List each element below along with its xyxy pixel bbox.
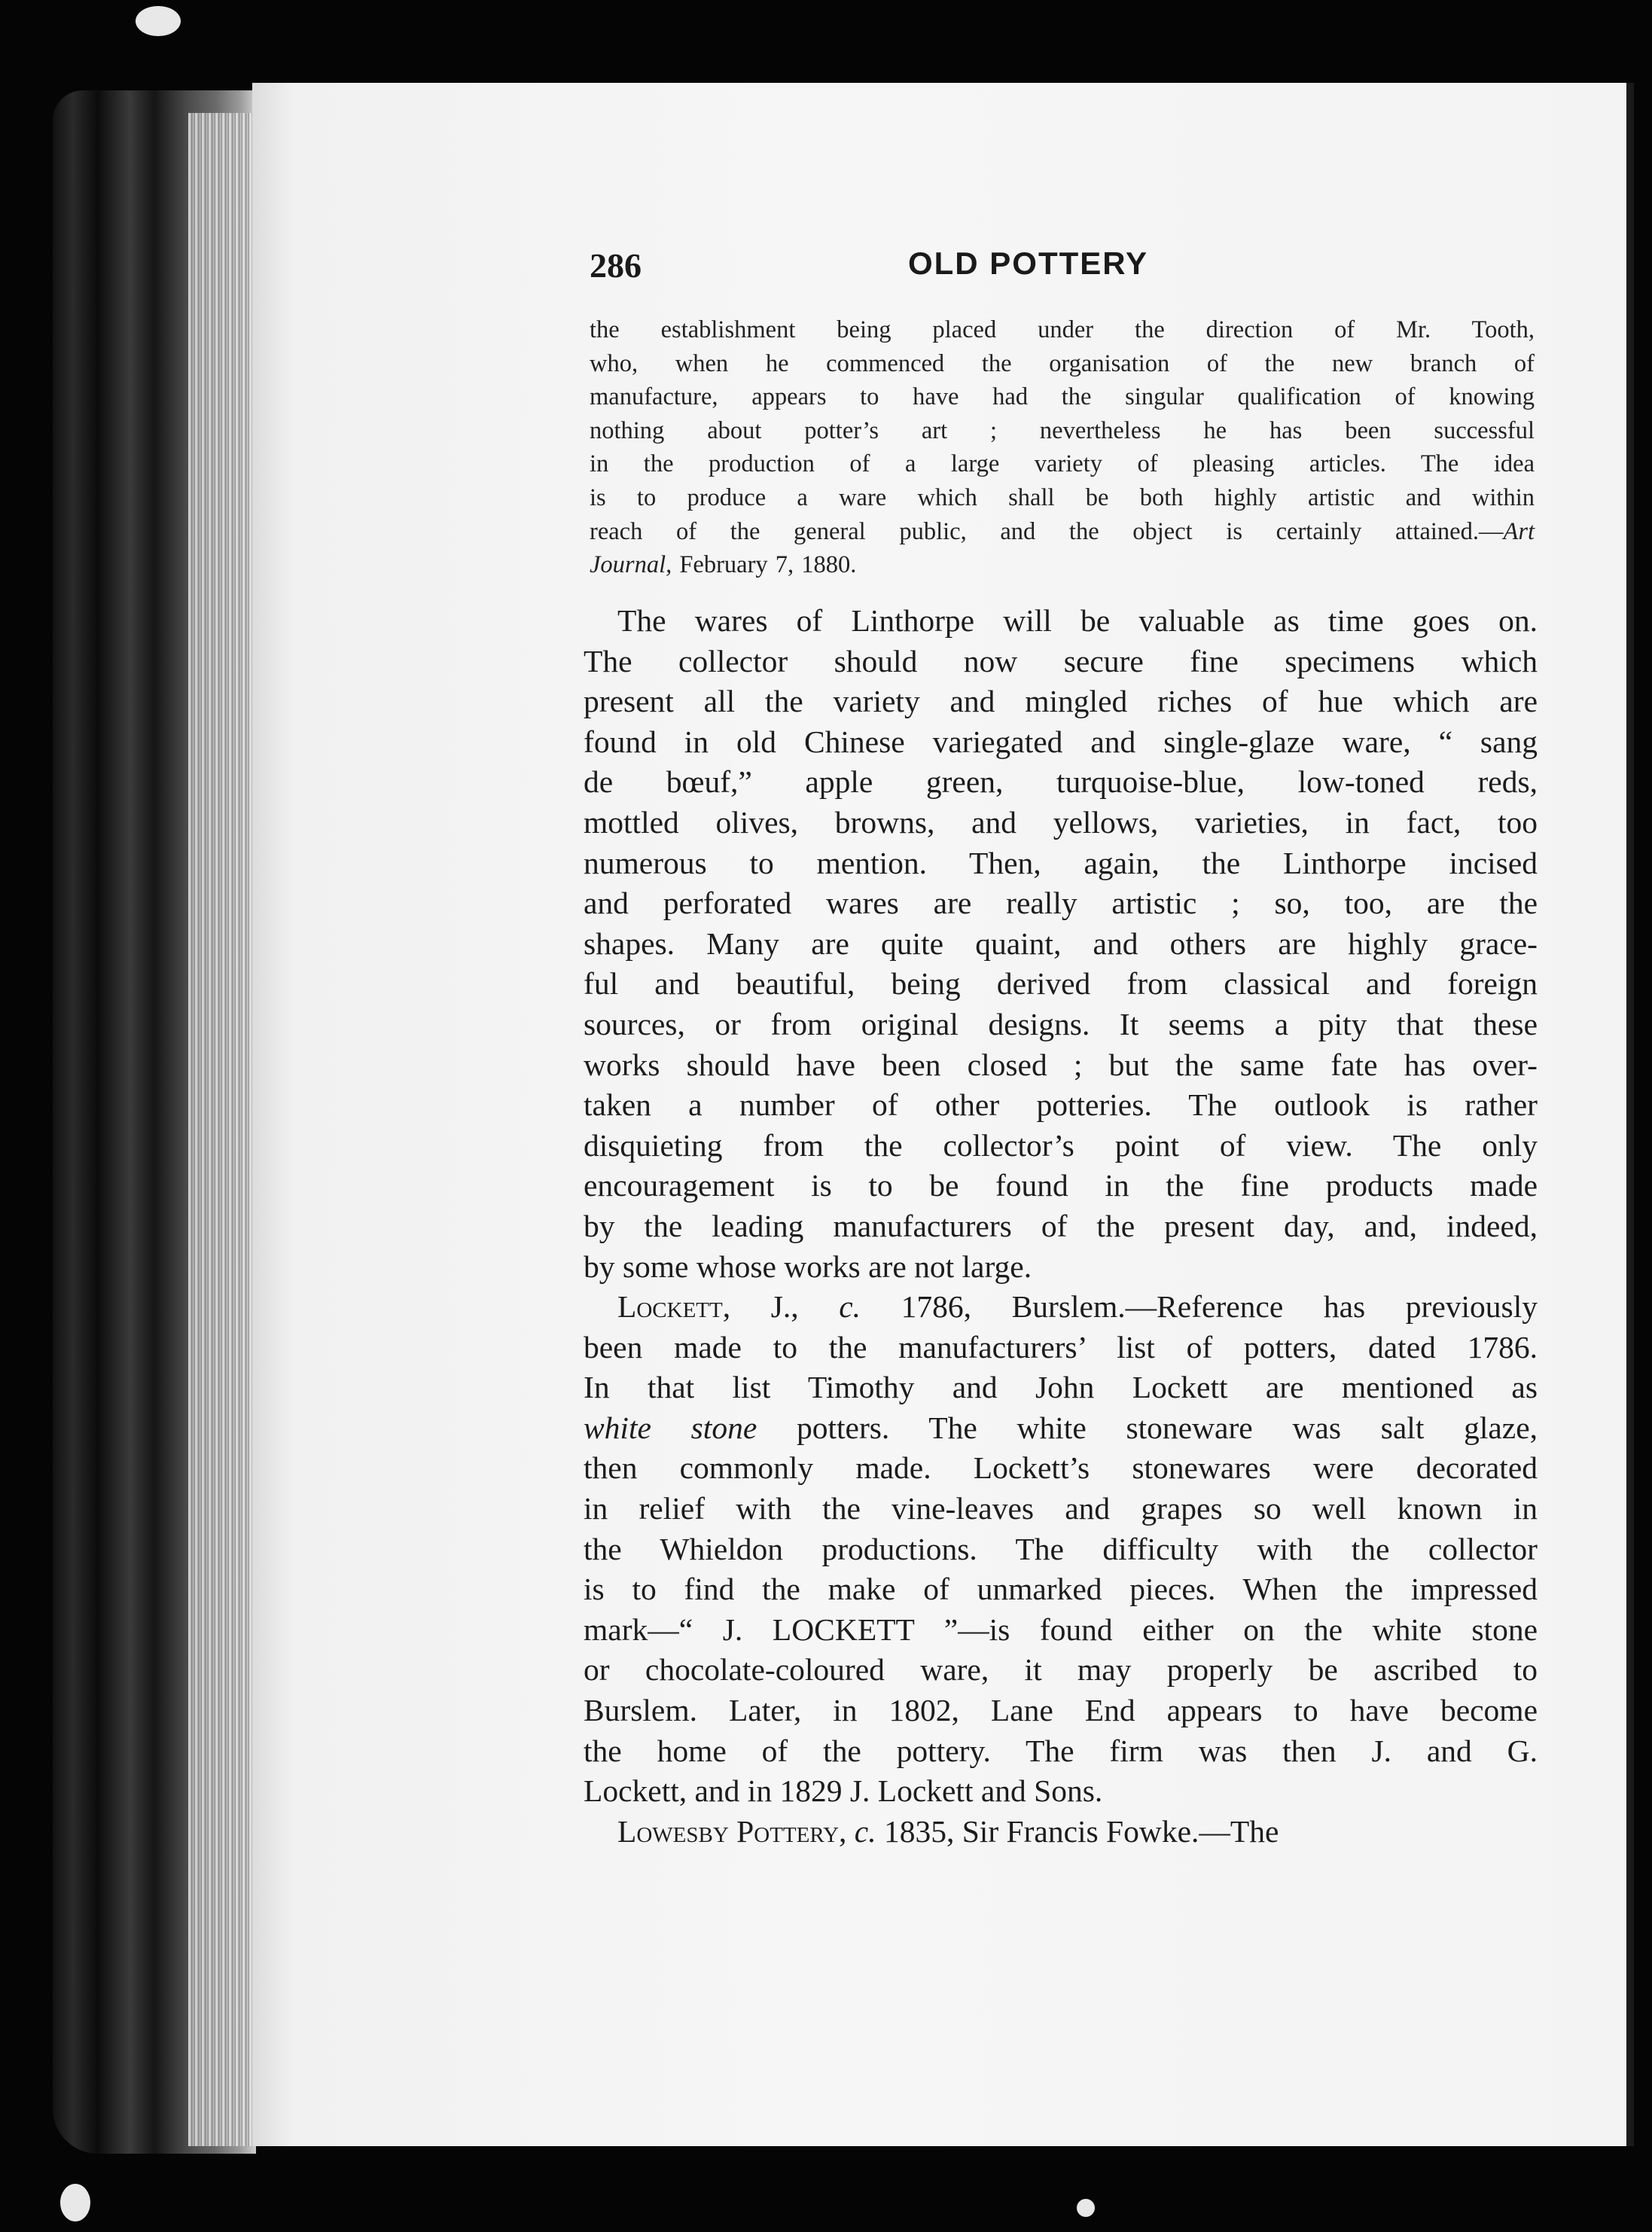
quote-line: nothing about potter’s art ; nevertheless he has been successful	[590, 416, 1535, 444]
text-line: is to find the make of unmarked pieces. When the impressed	[584, 1572, 1538, 1607]
text-line-rest: potters. The white stoneware was salt glaze,	[757, 1410, 1538, 1445]
entry-name: Lockett	[617, 1289, 723, 1325]
text-line: by the leading manufacturers of the present day, and, indeed,	[584, 1208, 1538, 1243]
quote-line: manufacture, appears to have had the singular qualification of knowing	[590, 383, 1535, 411]
text-line: works should have been closed ; but the same fate has over-	[584, 1047, 1538, 1082]
page-number: 286	[590, 246, 642, 285]
text-line: shapes. Many are quite quaint, and others are highly grace-	[584, 925, 1538, 961]
text-line: or chocolate-coloured ware, it may properly be ascribed to	[584, 1652, 1538, 1688]
entry-name: Lowesby Pottery	[617, 1813, 840, 1849]
quote-line	[590, 515, 1535, 549]
text-line: been made to the manufacturers’ list of potters, dated 1786.	[584, 1329, 1538, 1365]
quote-line	[590, 548, 1535, 582]
quote-line: who, when he commenced the organisation of the new branch of	[590, 349, 1535, 377]
page-edges	[188, 113, 256, 2146]
scan-speck	[1077, 2199, 1095, 2217]
quote-line-text: reach of the general public, and the object is certainly attained.—	[590, 517, 1504, 545]
text-line: then commonly made. Lockett’s stonewares were decorated	[584, 1450, 1538, 1486]
quote-line: is to produce a ware which shall be both highly artistic and within	[590, 483, 1535, 511]
text-line: mottled olives, browns, and yellows, varieties, in fact, too	[584, 804, 1538, 840]
quote-line: the establishment being placed under the direction of Mr. Tooth,	[590, 316, 1535, 343]
text-line: disquieting from the collector’s point of view. The only	[584, 1127, 1538, 1163]
entry-text: 1786, Burslem.—Reference has previously	[861, 1289, 1538, 1325]
text-line: ful and beautiful, being derived from classical and foreign	[584, 966, 1538, 1002]
text-line: present all the variety and mingled riches of hue which are	[584, 684, 1538, 719]
quoted-extract	[590, 313, 1535, 582]
text-line: The wares of Linthorpe will be valuable as time goes on.	[617, 603, 1538, 638]
white-stone-italic: white stone	[584, 1410, 757, 1445]
text-line: found in old Chinese variegated and single-glaze ware, “ sang	[584, 724, 1538, 759]
text-line: by some whose works are not large.	[584, 1249, 1032, 1284]
quote-line-text: February 7, 1880.	[679, 551, 857, 579]
page-header	[590, 245, 1467, 298]
entry-heading-line	[584, 1287, 1538, 1328]
entry-text: , J.,	[722, 1289, 840, 1325]
text-line: and perforated wares are really artistic ; so, too, are the	[584, 886, 1538, 921]
text-line: Burslem. Later, in 1802, Lane End appears to have become	[584, 1693, 1538, 1728]
text-line: numerous to mention. Then, again, the Linthorpe incised	[584, 845, 1538, 880]
entry-text: ,	[839, 1813, 855, 1849]
book-page	[252, 83, 1634, 2146]
text-line: taken a number of other potteries. The outlook is rather	[584, 1087, 1538, 1123]
body-text	[584, 601, 1538, 1852]
text-line: the home of the pottery. The firm was then J. and G.	[584, 1733, 1538, 1768]
quote-line: in the production of a large variety of pleasing articles. The idea	[590, 450, 1535, 478]
citation-italic: Art	[1503, 517, 1535, 545]
paragraph-lockett	[584, 1287, 1538, 1812]
text-line: sources, or from original designs. It seems a pity that these	[584, 1006, 1538, 1041]
circa-italic: c.	[854, 1813, 876, 1849]
book-scan	[53, 83, 1626, 2161]
text-line: de bœuf,” apple green, turquoise-blue, low-toned reds,	[584, 764, 1538, 800]
circa-italic: c.	[839, 1289, 861, 1325]
book-spine	[53, 90, 256, 2154]
entry-heading-line	[584, 1812, 1538, 1852]
text-line: the Whieldon productions. The difficulty with the collector	[584, 1531, 1538, 1566]
text-line	[584, 1408, 1538, 1449]
citation-italic: Journal,	[590, 551, 672, 579]
text-line: Lockett, and in 1829 J. Lockett and Sons.	[584, 1773, 1103, 1809]
text-line: encouragement is to be found in the fine products made	[584, 1168, 1538, 1203]
paragraph-lowesby	[584, 1812, 1538, 1852]
scan-speck	[60, 2184, 90, 2221]
paragraph-linthorpe	[584, 601, 1538, 1287]
text-line: The collector should now secure fine specimens which	[584, 643, 1538, 678]
text-line: In that list Timothy and John Lockett are mentioned as	[584, 1370, 1538, 1405]
text-line: in relief with the vine-leaves and grapes so well known in	[584, 1491, 1538, 1526]
text-line: mark—“ J. LOCKETT ”—is found either on the white stone	[584, 1611, 1538, 1647]
entry-text: 1835, Sir Francis Fowke.—The	[876, 1813, 1279, 1849]
running-title: OLD POTTERY	[907, 245, 1149, 281]
scan-speck	[136, 6, 181, 36]
